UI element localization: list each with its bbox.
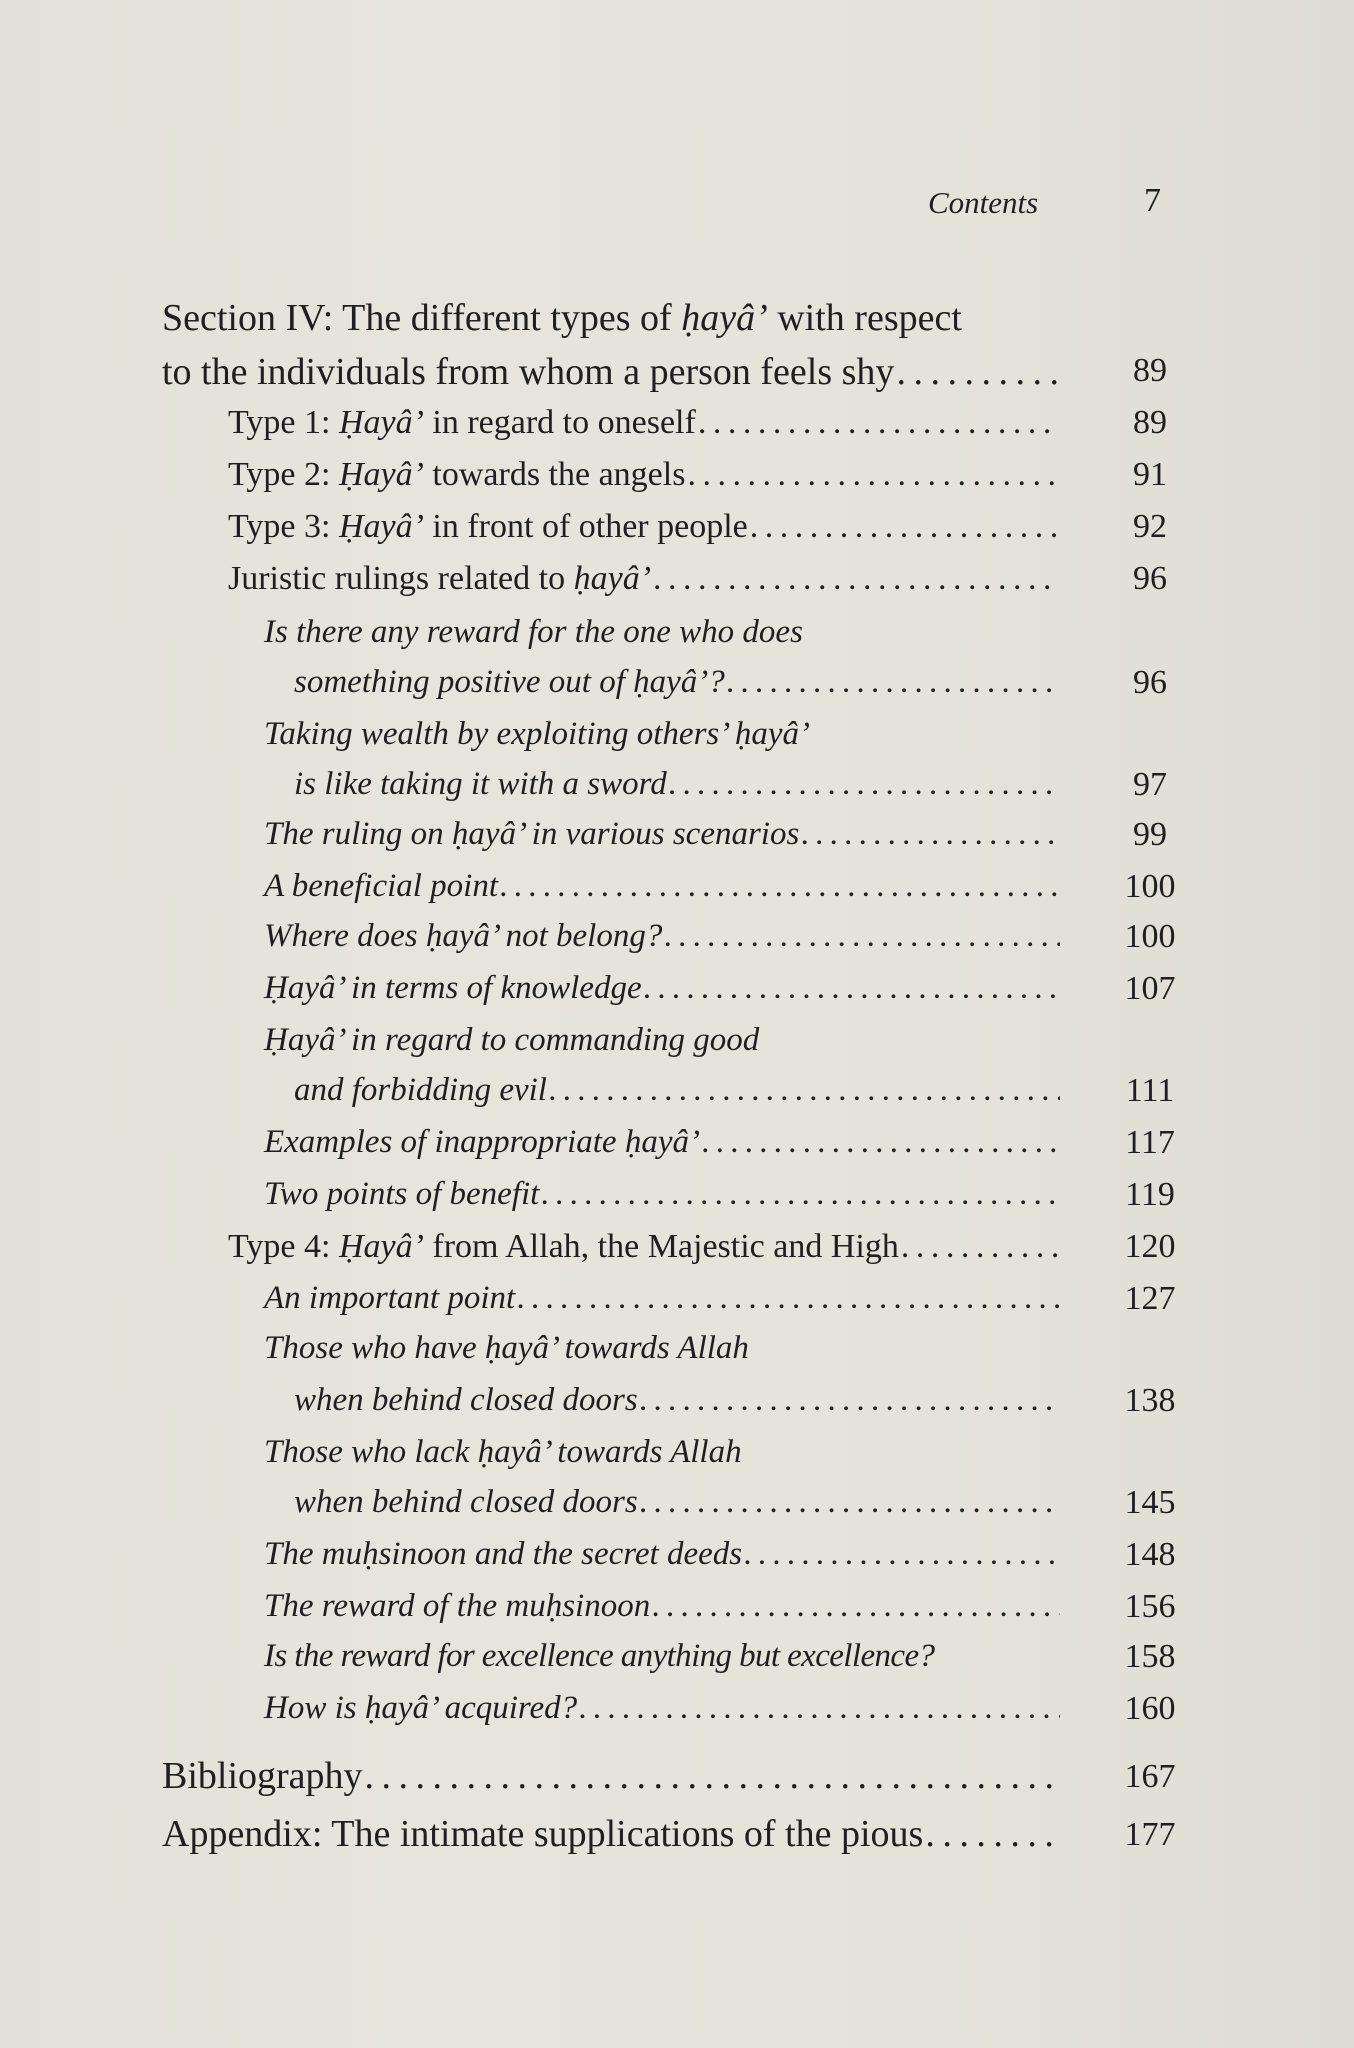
toc-title-rest: in regard to oneself [423,404,696,441]
toc-title: The muḥsinoon and the secret deeds [264,1536,743,1572]
toc-page-number: 96 [1133,560,1167,597]
toc-entry-commanding[interactable] [294,1072,1060,1120]
toc-entry-reward-line1: Is there any reward for the one who does [264,614,803,650]
toc-page-number: 148 [1124,1536,1176,1573]
toc-entry-wealth[interactable] [294,766,1060,814]
toc-title: Appendix: The intimate supplications of the pious [162,1813,924,1855]
toc-title-rest: from Allah, the Majestic and High [423,1228,899,1265]
toc-entry-section4[interactable] [162,350,1062,398]
dot-leader [549,1072,1060,1109]
toc-title-text: Juristic rulings related to [228,560,574,597]
toc-page-number: 97 [1133,766,1167,803]
toc-title: The ruling on ḥayâ’ in various scenarios [264,816,800,852]
toc-page-number: 167 [1124,1758,1176,1795]
toc-page-number: 91 [1133,456,1167,493]
toc-title: something positive out of ḥayâ’? [294,664,725,700]
toc-entry-excellence[interactable]: Is the reward for excellence anything but excellence? [264,1638,935,1674]
toc-entry-notbelong[interactable] [264,918,1060,966]
dot-leader [801,816,1060,853]
toc-page-number: 99 [1133,816,1167,853]
dot-leader [640,1382,1060,1419]
toc-entry-type2[interactable] [228,456,1060,504]
running-head: Contents [928,185,1039,220]
toc-title-em: Ḥayâ’ [338,1228,424,1265]
section4-line1 [162,296,962,340]
toc-page-number: 100 [1124,868,1176,905]
toc-title: A beneficial point [264,868,499,904]
toc-page-number: 177 [1124,1816,1176,1853]
toc-page-number: 127 [1124,1280,1176,1317]
toc-page-number: 117 [1125,1124,1175,1161]
toc-title [228,560,651,598]
toc-title-prefix: Type 2: [228,456,339,493]
toc-entry-have[interactable] [294,1382,1060,1430]
toc-page-number: 96 [1133,664,1167,701]
dot-leader [541,1176,1060,1213]
section4-line1-b: with respect [767,297,962,339]
toc-entry-wealth-line1: Taking wealth by exploiting others’ ḥayâ’ [264,716,810,752]
toc-title: when behind closed doors [294,1484,638,1520]
toc-entry-bibliography[interactable] [162,1754,1060,1802]
toc-page-number: 120 [1124,1228,1176,1265]
dot-leader [702,1124,1060,1161]
toc-page-number: 119 [1125,1176,1175,1213]
page-folio: 7 [1144,182,1161,219]
dot-leader [744,1536,1060,1573]
toc-title: is like taking it with a sword [294,766,667,802]
toc-title: when behind closed doors [294,1382,638,1418]
toc-page-number: 160 [1124,1690,1176,1727]
dot-leader [750,508,1060,546]
toc-title-prefix: Type 3: [228,508,339,545]
toc-title-rest: towards the angels [423,456,686,493]
toc-title: Ḥayâ’ in terms of knowledge [264,970,642,1006]
toc-title: The reward of the muḥsinoon [264,1588,651,1624]
toc-entry-acquired[interactable] [264,1690,1060,1738]
dot-leader [698,404,1060,442]
toc-title: How is ḥayâ’ acquired? [264,1690,578,1726]
toc-page-number: 107 [1124,970,1176,1007]
toc-entry-important[interactable] [264,1280,1060,1328]
toc-title: Bibliography [162,1755,363,1797]
dot-leader [579,1690,1060,1727]
dot-leader [687,456,1060,494]
toc-title-em: Ḥayâ’ [338,456,424,493]
toc-title: and forbidding evil [294,1072,547,1108]
toc-title: to the individuals from whom a person feels shy [162,351,895,393]
toc-entry-lack-line1: Those who lack ḥayâ’ towards Allah [264,1434,742,1470]
toc-page-number: 89 [1133,352,1167,389]
dot-leader [896,350,1062,394]
toc-title-prefix: Type 4: [228,1228,339,1265]
toc-entry-rewardm[interactable] [264,1588,1060,1636]
toc-title-prefix: Type 1: [228,404,339,441]
toc-entry-lack[interactable] [294,1484,1060,1532]
toc-title-em: Ḥayâ’ [338,508,424,545]
toc-title [228,456,685,494]
toc-entry-twopoints[interactable] [264,1176,1060,1224]
toc-entry-type4[interactable] [228,1228,1060,1276]
toc-title [228,1228,899,1266]
toc-entry-secret[interactable] [264,1536,1060,1584]
toc-entry-reward[interactable] [294,664,1060,712]
dot-leader [925,1812,1060,1856]
toc-page-number: 92 [1133,508,1167,545]
toc-entry-knowledge[interactable] [264,970,1060,1018]
toc-title [228,508,748,546]
toc-entry-juristic[interactable] [228,560,1060,608]
dot-leader [644,970,1060,1007]
toc-entry-have-line1: Those who have ḥayâ’ towards Allah [264,1330,749,1366]
dot-leader [727,664,1060,701]
toc-page-number: 89 [1133,404,1167,441]
toc-entry-beneficial[interactable] [264,868,1060,916]
toc-title [228,404,696,442]
toc-page-number: 138 [1124,1382,1176,1419]
dot-leader [500,868,1060,905]
section4-line1-em: ḥayâ’ [681,297,768,339]
dot-leader [517,1280,1060,1317]
toc-title-rest: in front of other people [423,508,748,545]
toc-title-em: Ḥayâ’ [338,404,424,441]
toc-page-number: 156 [1124,1588,1176,1625]
dot-leader [901,1228,1060,1266]
dot-leader [653,560,1060,598]
toc-title: Examples of inappropriate ḥayâ’ [264,1124,700,1160]
toc-entry-inappropriate[interactable] [264,1124,1060,1172]
toc-entry-scenarios[interactable] [264,816,1060,864]
toc-page-number: 100 [1124,918,1176,955]
toc-page-number: 111 [1125,1072,1175,1109]
dot-leader [652,1588,1060,1625]
toc-title: Two points of benefit [264,1176,540,1212]
toc-title: Where does ḥayâ’ not belong? [264,918,663,954]
toc-title-em: ḥayâ’ [573,560,652,597]
toc-entry-appendix[interactable] [162,1812,1060,1860]
toc-title: An important point [264,1280,516,1316]
toc-entry-type1[interactable] [228,404,1060,452]
dot-leader [365,1754,1060,1798]
dot-leader [669,766,1060,803]
toc-entry-commanding-line1: Ḥayâ’ in regard to commanding good [264,1022,760,1058]
toc-page-number: 158 [1124,1638,1176,1675]
toc-page-number: 145 [1124,1484,1176,1521]
dot-leader [640,1484,1060,1521]
toc-entry-type3[interactable] [228,508,1060,556]
dot-leader [664,918,1060,955]
section4-line1-a: Section IV: The different types of [162,297,682,339]
